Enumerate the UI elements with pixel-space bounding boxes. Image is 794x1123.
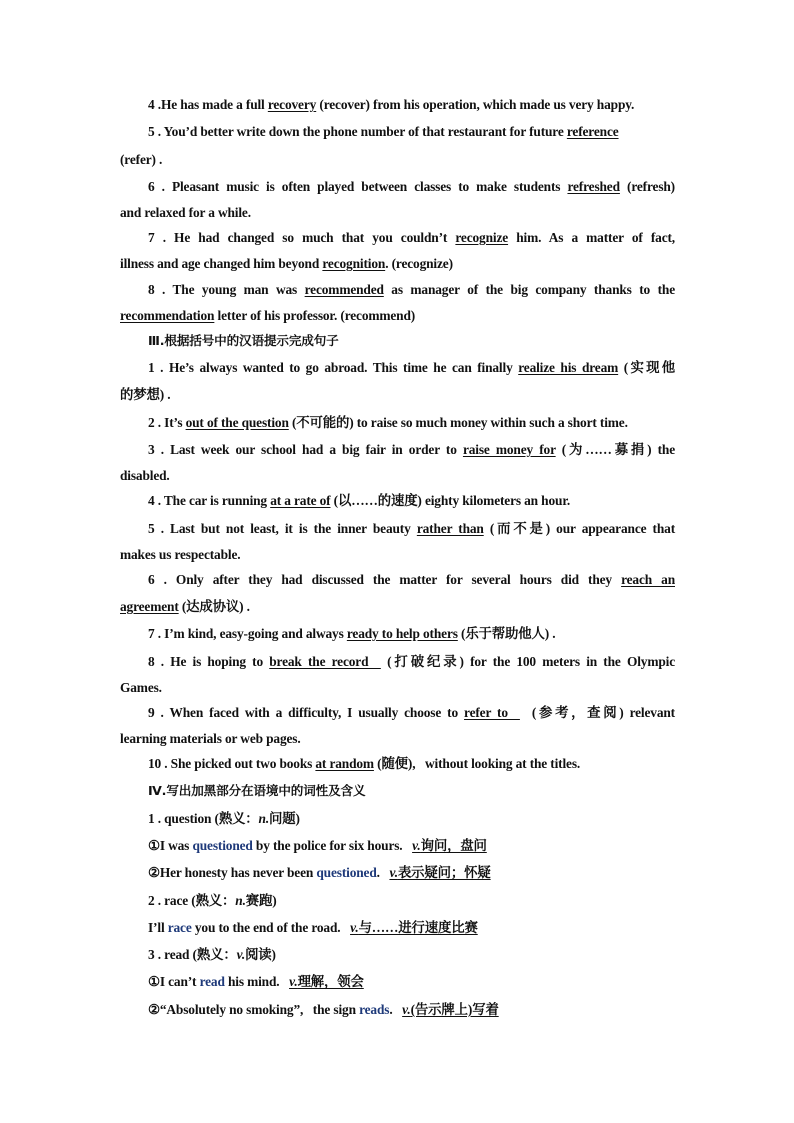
exercise-2-item-6-cont: [120, 204, 675, 222]
item-text: 8 . The young man was: [148, 282, 305, 297]
part-of-speech: v.: [389, 865, 398, 880]
answer-blank: 表示疑问；怀疑: [397, 865, 491, 880]
item-text: 4 .He has made a full: [148, 97, 268, 112]
item-text: (而不是) our appearance that: [483, 521, 676, 536]
item-text: him. As a matter of fact,: [508, 230, 675, 245]
word-race-example: [148, 919, 675, 937]
exercise-2-item-6: [148, 178, 675, 196]
keyword: read: [199, 974, 225, 989]
answer-blank: rather than: [416, 521, 484, 536]
item-text: you to the end of the road.: [191, 920, 351, 935]
item-text: ①I was: [148, 838, 193, 853]
item-text: ②Her honesty has never been: [148, 865, 317, 880]
keyword: questioned: [316, 865, 377, 880]
item-text: and relaxed for a while.: [120, 205, 251, 220]
word-read-example-1: [148, 973, 675, 991]
exercise-2-item-4: [148, 96, 675, 114]
word-question-example-1: [148, 837, 675, 855]
part-of-speech: v.: [402, 1002, 411, 1017]
exercise-3-item-6-cont: [120, 598, 675, 616]
item-text: 阅读): [245, 947, 276, 962]
exercise-3-item-3: [148, 441, 675, 459]
part-of-speech: v.: [412, 838, 421, 853]
item-text: 的梦想) .: [120, 387, 171, 402]
exercise-2-item-8-cont: [120, 307, 675, 325]
part-of-speech: v.: [236, 947, 246, 962]
answer-blank: ready to help others: [346, 626, 458, 641]
item-text: 10 . She picked out two books: [148, 756, 316, 771]
item-text: 3 . Last week our school had a big fair in order to: [148, 442, 463, 457]
exercise-3-item-4: [148, 492, 675, 510]
item-text: (refresh): [619, 179, 675, 194]
exercise-3-item-1-cont: [120, 386, 675, 404]
item-text: 2 . race (熟义：: [148, 893, 236, 908]
answer-blank: reference: [566, 124, 619, 139]
section-heading-3: [148, 332, 675, 350]
item-text: (refer) .: [120, 152, 163, 167]
answer-blank: recovery: [267, 97, 317, 112]
answer-blank: recommended: [304, 282, 384, 297]
item-text: (recover) from his operation, which made us very happy.: [316, 97, 635, 112]
item-text: illness and age changed him beyond: [120, 256, 323, 271]
item-text: (乐于帮助他人) .: [457, 626, 556, 641]
item-text: Games.: [120, 680, 162, 695]
item-text: ②“Absolutely no smoking”, the sign: [148, 1002, 360, 1017]
item-text: (随便), without looking at the titles.: [373, 756, 581, 771]
item-text: disabled.: [120, 468, 170, 483]
item-text: 6 . Only after they had discussed the matter for several hours did they: [148, 572, 622, 587]
exercise-2-item-5: [148, 123, 675, 141]
part-of-speech: n.: [258, 811, 270, 826]
answer-blank: 询问，盘问: [420, 838, 487, 853]
item-text: 5 . Last but not least, it is the inner beauty: [148, 521, 417, 536]
keyword: race: [167, 920, 192, 935]
word-read-example-2: [148, 1001, 675, 1019]
item-text: . (recognize): [385, 256, 453, 271]
exercise-3-item-5-cont: [120, 546, 675, 564]
exercise-3-item-3-cont: [120, 467, 675, 485]
item-text: .: [389, 1002, 403, 1017]
item-text: 赛跑): [245, 893, 277, 908]
word-question-example-2: [148, 864, 675, 882]
exercise-3-item-8-cont: [120, 679, 675, 697]
item-text: (不可能的) to raise so much money within such a short time.: [288, 415, 628, 430]
item-text: letter of his professor. (recommend): [214, 308, 416, 323]
item-text: 7 . He had changed so much that you couldn’t: [148, 230, 456, 245]
answer-blank: out of the question: [185, 415, 289, 430]
answer-blank: agreement: [120, 599, 179, 614]
exercise-3-item-1: [148, 359, 675, 377]
exercise-3-item-5: [148, 520, 675, 538]
answer-blank: break the record: [269, 654, 381, 669]
item-text: by the police for six hours.: [252, 838, 413, 853]
item-text: 2 . It’s: [148, 415, 186, 430]
answer-blank: realize his dream: [518, 360, 619, 375]
word-race-head: [148, 892, 675, 910]
item-text: (以……的速度) eighty kilometers an hour.: [330, 493, 571, 508]
item-text: learning materials or web pages.: [120, 731, 301, 746]
item-text: 8 . He is hoping to: [148, 654, 270, 669]
item-text: (为……募捐) the: [555, 442, 675, 457]
word-question-head: [148, 810, 675, 828]
exercise-3-item-8: [148, 653, 675, 671]
exercise-3-item-9: [148, 704, 675, 722]
exercise-2-item-7: [148, 229, 675, 247]
keyword: questioned: [192, 838, 253, 853]
item-text: ①I can’t: [148, 974, 200, 989]
answer-blank: refreshed: [567, 179, 620, 194]
item-text: 7 . I’m kind, easy-going and always: [148, 626, 347, 641]
item-text: 9 . When faced with a difficulty, I usually choose to: [148, 705, 465, 720]
answer-blank: recognition: [322, 256, 386, 271]
item-text: (达成协议) .: [178, 599, 250, 614]
item-text: his mind.: [224, 974, 290, 989]
item-text: 1 . question (熟义：: [148, 811, 259, 826]
exercise-3-item-2: [148, 414, 675, 432]
part-of-speech: v.: [350, 920, 359, 935]
exercise-3-item-10: [148, 755, 675, 773]
exercise-2-item-5-cont: [120, 151, 675, 169]
item-text: 5 . You’d better write down the phone number of that restaurant for future: [148, 124, 567, 139]
item-text: (打破纪录) for the 100 meters in the Olympic: [380, 654, 675, 669]
answer-blank: recognize: [455, 230, 509, 245]
answer-blank: 与……进行速度比赛: [358, 920, 478, 935]
section-heading-text: Ⅲ.根据括号中的汉语提示完成句子: [148, 333, 339, 348]
answer-blank: refer to: [464, 705, 520, 720]
answer-blank: (告示牌上)写着: [410, 1002, 499, 1017]
answer-blank: 理解，领会: [297, 974, 364, 989]
item-text: 问题): [269, 811, 300, 826]
item-text: as manager of the big company thanks to the: [383, 282, 675, 297]
exercise-3-item-6: [148, 571, 675, 589]
section-heading-4: [148, 782, 675, 800]
answer-blank: reach an: [621, 572, 675, 587]
item-text: (实现他: [618, 360, 675, 375]
item-text: .: [376, 865, 390, 880]
part-of-speech: n.: [235, 893, 246, 908]
answer-blank: at random: [315, 756, 374, 771]
answer-blank: raise money for: [462, 442, 556, 457]
section-heading-text: Ⅳ.写出加黑部分在语境中的词性及含义: [148, 783, 366, 798]
answer-blank: at a rate of: [270, 493, 331, 508]
part-of-speech: v.: [289, 974, 298, 989]
exercise-2-item-8: [148, 281, 675, 299]
exercise-3-item-7: [148, 625, 675, 643]
word-read-head: [148, 946, 675, 964]
keyword: reads: [359, 1002, 390, 1017]
item-text: 3 . read (熟义：: [148, 947, 237, 962]
item-text: 6 . Pleasant music is often played between classes to make students: [148, 179, 568, 194]
exercise-2-item-7-cont: [120, 255, 675, 273]
answer-blank: recommendation: [120, 308, 215, 323]
item-text: (参考，查阅) relevant: [519, 705, 675, 720]
item-text: 4 . The car is running: [148, 493, 271, 508]
item-text: 1 . He’s always wanted to go abroad. This time he can finally: [148, 360, 519, 375]
exercise-3-item-9-cont: [120, 730, 675, 748]
item-text: makes us respectable.: [120, 547, 241, 562]
item-text: I’ll: [148, 920, 168, 935]
